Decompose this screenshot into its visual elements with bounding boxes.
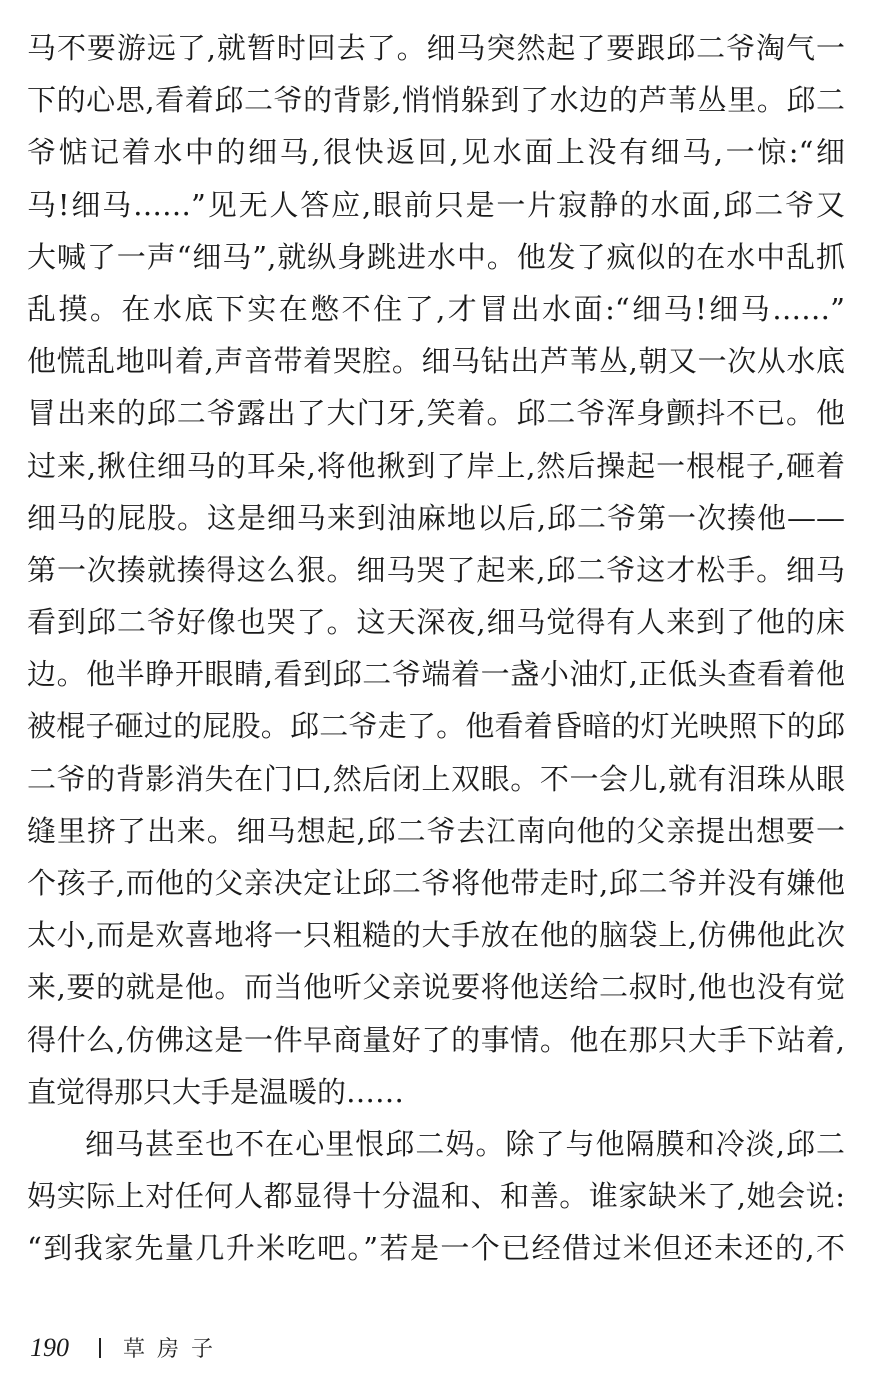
page-footer — [30, 1332, 225, 1363]
text-line: 他慌乱地叫着,声音带着哭腔。细马钻出芦苇丛,朝又一次从水底 — [27, 344, 845, 379]
text-line: 马不要游远了,就暂时回去了。细马突然起了要跟邱二爷淘气一 — [27, 31, 845, 65]
text-line: 缝里挤了出来。细马想起,邱二爷去江南向他的父亲提出想要一 — [27, 813, 845, 848]
book-title: 草房子 — [123, 1337, 226, 1362]
text-line: 太小,而是欢喜地将一只粗糙的大手放在他的脑袋上,仿佛他此次 — [27, 918, 845, 953]
text-line: 妈实际上对任何人都显得十分温和、和善。谁家缺米了,她会说: — [27, 1179, 845, 1214]
text-line: “到我家先量几升米吃吧。”若是一个已经借过米但还未还的,不 — [27, 1231, 845, 1266]
text-line: 二爷的背影消失在门口,然后闭上双眼。不一会儿,就有泪珠从眼 — [27, 761, 845, 796]
text-line: 过来,揪住细马的耳朵,将他揪到了岸上,然后操起一根棍子,砸着 — [27, 448, 845, 483]
page-number: 190 — [30, 1332, 69, 1362]
text-line: 来,要的就是他。而当他听父亲说要将他送给二叔时,他也没有觉 — [27, 970, 845, 1005]
footer-divider — [99, 1338, 101, 1358]
text-line: 马!细马……”见无人答应,眼前只是一片寂静的水面,邱二爷又 — [27, 187, 845, 222]
text-line: 乱摸。在水底下实在憋不住了,才冒出水面:“细马!细马……” — [27, 291, 845, 326]
text-line: 大喊了一声“细马”,就纵身跳进水中。他发了疯似的在水中乱抓 — [27, 239, 845, 274]
text-line: 边。他半睁开眼睛,看到邱二爷端着一盏小油灯,正低头查看着他 — [27, 657, 845, 692]
text-line: 下的心思,看着邱二爷的背影,悄悄躲到了水边的芦苇丛里。邱二 — [27, 83, 845, 118]
text-line: 细马的屁股。这是细马来到油麻地以后,邱二爷第一次揍他—— — [27, 500, 845, 535]
text-line: 看到邱二爷好像也哭了。这天深夜,细马觉得有人来到了他的床 — [27, 605, 845, 640]
text-line: 个孩子,而他的父亲决定让邱二爷将他带走时,邱二爷并没有嫌他 — [27, 866, 845, 900]
text-line-paragraph-start: 细马甚至也不在心里恨邱二妈。除了与他隔膜和冷淡,邱二 — [85, 1126, 845, 1161]
text-line: 被棍子砸过的屁股。邱二爷走了。他看着昏暗的灯光映照下的邱 — [27, 709, 845, 744]
text-line: 直觉得那只大手是温暖的…… — [27, 1074, 405, 1109]
text-line: 爷惦记着水中的细马,很快返回,见水面上没有细马,一惊:“细 — [27, 135, 845, 170]
text-line: 冒出来的邱二爷露出了大门牙,笑着。邱二爷浑身颤抖不已。他 — [27, 396, 845, 431]
text-line: 得什么,仿佛这是一件早商量好了的事情。他在那只大手下站着, — [27, 1022, 845, 1057]
page-body-text — [27, 22, 845, 1275]
text-line: 第一次揍就揍得这么狠。细马哭了起来,邱二爷这才松手。细马 — [27, 552, 845, 587]
